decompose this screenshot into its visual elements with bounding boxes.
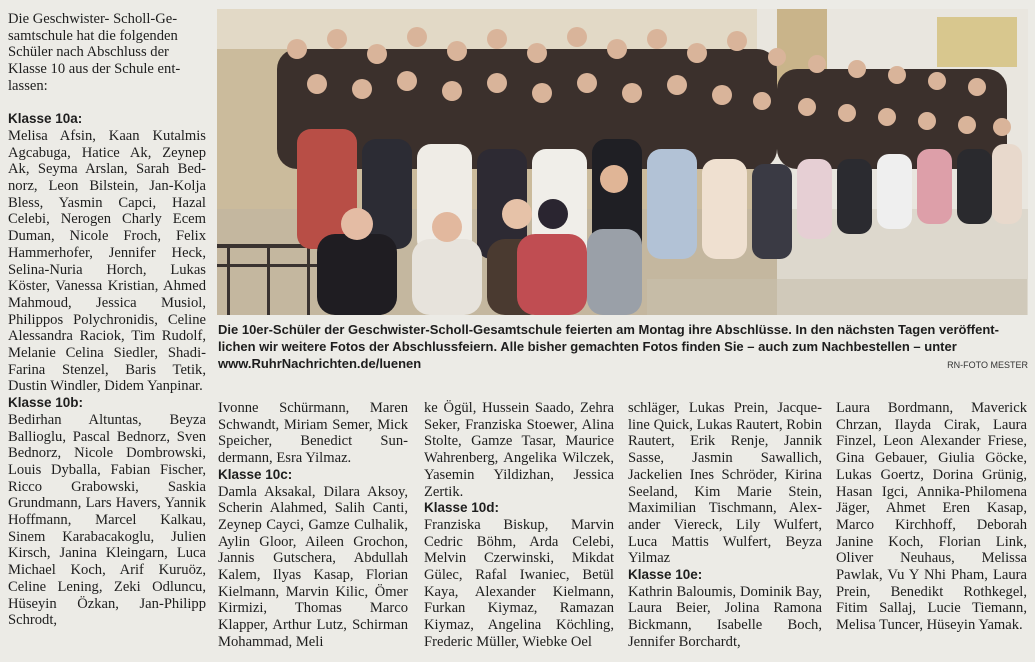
class-10c-names-part2: ke Ögül, Hussein Saado, Zehra Seker, Franziska Stoewer, Alina Stolte, Gamze Tasar, Maurice Wahrenberg, Angelika Wilczek, Yasemin Yildizhan, Jessica Zertik. xyxy=(424,400,614,500)
class-10a-names: Melisa Afsin, Kaan Kutalmis Agcabuga, Hatice Ak, Zeynep Ak, Seyma Arslan, Sarah Bednorz, Leon Bilstein, Jan-Kolja Bless, Yasmin Capci, Hazal Celebi, Nerogen Charly Ecem Duman, Nicole Froch, Felix Hammerhofer, Jennifer Heck, Selina-Nuria Horch, Lukas Köster, Vanessa Kristian, Ahmed Mahmoud, Jessica Musiol, Philippos Polychronidis, Celine Alessandra Raciok, Tim Rudolf, Melanie Celina Siedler, Shadi-Farina Stenzel, Baris Tetik, Dustin Windler, Didem Yanpinar. xyxy=(8,127,206,395)
caption-link[interactable]: www.RuhrNachrichten.de/luenen xyxy=(218,356,422,371)
column-3 xyxy=(424,400,614,651)
class-10d-heading: Klasse 10d: xyxy=(424,500,500,516)
caption-text: Die 10er-Schüler der Geschwister-Scholl-Gesamtschule feierten am Montag ihre Abschlüsse. In den nächsten Tagen veröffentlichen wir weitere Fotos der Abschlussfeiern. Alle bisher gemachten Fotos finden Sie – auch zum Nachbestellen – unter xyxy=(218,322,999,354)
class-10b-names-part1: Bedirhan Altuntas, Beyza Ballioglu, Pascal Bednorz, Sven Bednorz, Nicole Dombrowski, Louis Dyballa, Fabian Fischer, Ricco Grabowski, Saskia Grundmann, Lars Havers, Yannik Hoffmann, Marcel Kalkau, Sinem Karabacakoglu, Julien Kirsch, Janina Kleingarn, Luca Michael Koch, Arif Kuruöz, Celine Lening, Zeki Odluncu, Hüseyin Özkan, Jan-Philipp Schrodt, xyxy=(8,411,206,629)
class-10c-heading: Klasse 10c: xyxy=(218,466,293,482)
class-10e-names-part2: Laura Bordmann, Maverick Chrzan, Ilayda Cirak, Laura Finzel, Leon Alexander Friese, Gina Gebauer, Giulia Göcke, Lukas Goertz, Dorina Grünig, Hasan Igci, Annika-Philomena Jäger, Ahmet Eren Kasap, Marco Kirchhoff, Deborah Janine Koch, Florian Link, Oliver Neuhaus, Melissa Pawlak, Vu Y Nhi Pham, Laura Prein, Benedikt Rothkegel, Fitim Sallaj, Lucie Tiemann, Melisa Tuncer, Hüseyin Yamak. xyxy=(836,400,1027,634)
class-10b-names-part2: Ivonne Schürmann, Maren Schwandt, Miriam Semer, Mick Speicher, Benedict Sundermann, Esra Yilmaz. xyxy=(218,400,408,467)
group-photo-illustration xyxy=(217,9,1028,315)
class-10a-heading: Klasse 10a: xyxy=(8,111,83,127)
column-1 xyxy=(8,11,206,629)
column-5 xyxy=(836,400,1027,634)
class-10e-heading: Klasse 10e: xyxy=(628,567,703,583)
article-intro: Die Geschwister- Scholl-Gesamtschule hat die folgenden Schüler nach Abschluss der Klasse 10 aus der Schule entlassen: xyxy=(8,11,181,94)
class-10e-names-part1: Kathrin Baloumis, Dominik Bay, Laura Beier, Jolina Ramona Bickmann, Isabelle Boch, Jennifer Borchardt, xyxy=(628,583,822,650)
column-2 xyxy=(218,400,408,651)
class-10d-names-part1: Franziska Biskup, Marvin Cedric Böhm, Arda Celebi, Melvin Czerwinski, Mikdat Gülec, Rafal Iwaniec, Betül Kaya, Alexander Kielmann, Furkan Kiymaz, Ramazan Kiymaz, Angelina Köchling, Frederic Müller, Wiebke Oel xyxy=(424,516,614,650)
class-10b-heading: Klasse 10b: xyxy=(8,395,84,411)
photo-credit: RN-FOTO MESTER xyxy=(947,360,1028,370)
class-10c-names-part1: Damla Aksakal, Dilara Aksoy, Scherin Alahmed, Salih Canti, Zeynep Cayci, Gamze Culhalik, Aylin Gloor, Aileen Grochon, Jannis Gutschera, Abdullah Kalem, Ilyas Kasap, Florian Kielmann, Marvin Kilic, Ömer Kirmizi, Thomas Marco Klapper, Arthur Lutz, Schirman Mohammad, Meli xyxy=(218,483,408,650)
group-photo xyxy=(217,9,1028,315)
column-4 xyxy=(628,400,822,651)
class-10d-names-part2: schläger, Lukas Prein, Jacqueline Quick, Lukas Rautert, Robin Rautert, Erik Renje, Jannik Sasse, Jasmin Sawallich, Jackelien Ines Schröder, Kirina Seeland, Kim Marie Stein, Maximilian Tischmann, Alexander Viereck, Lily Wulfert, Luca Mattis Wulfert, Beyza Yilmaz xyxy=(628,400,822,567)
